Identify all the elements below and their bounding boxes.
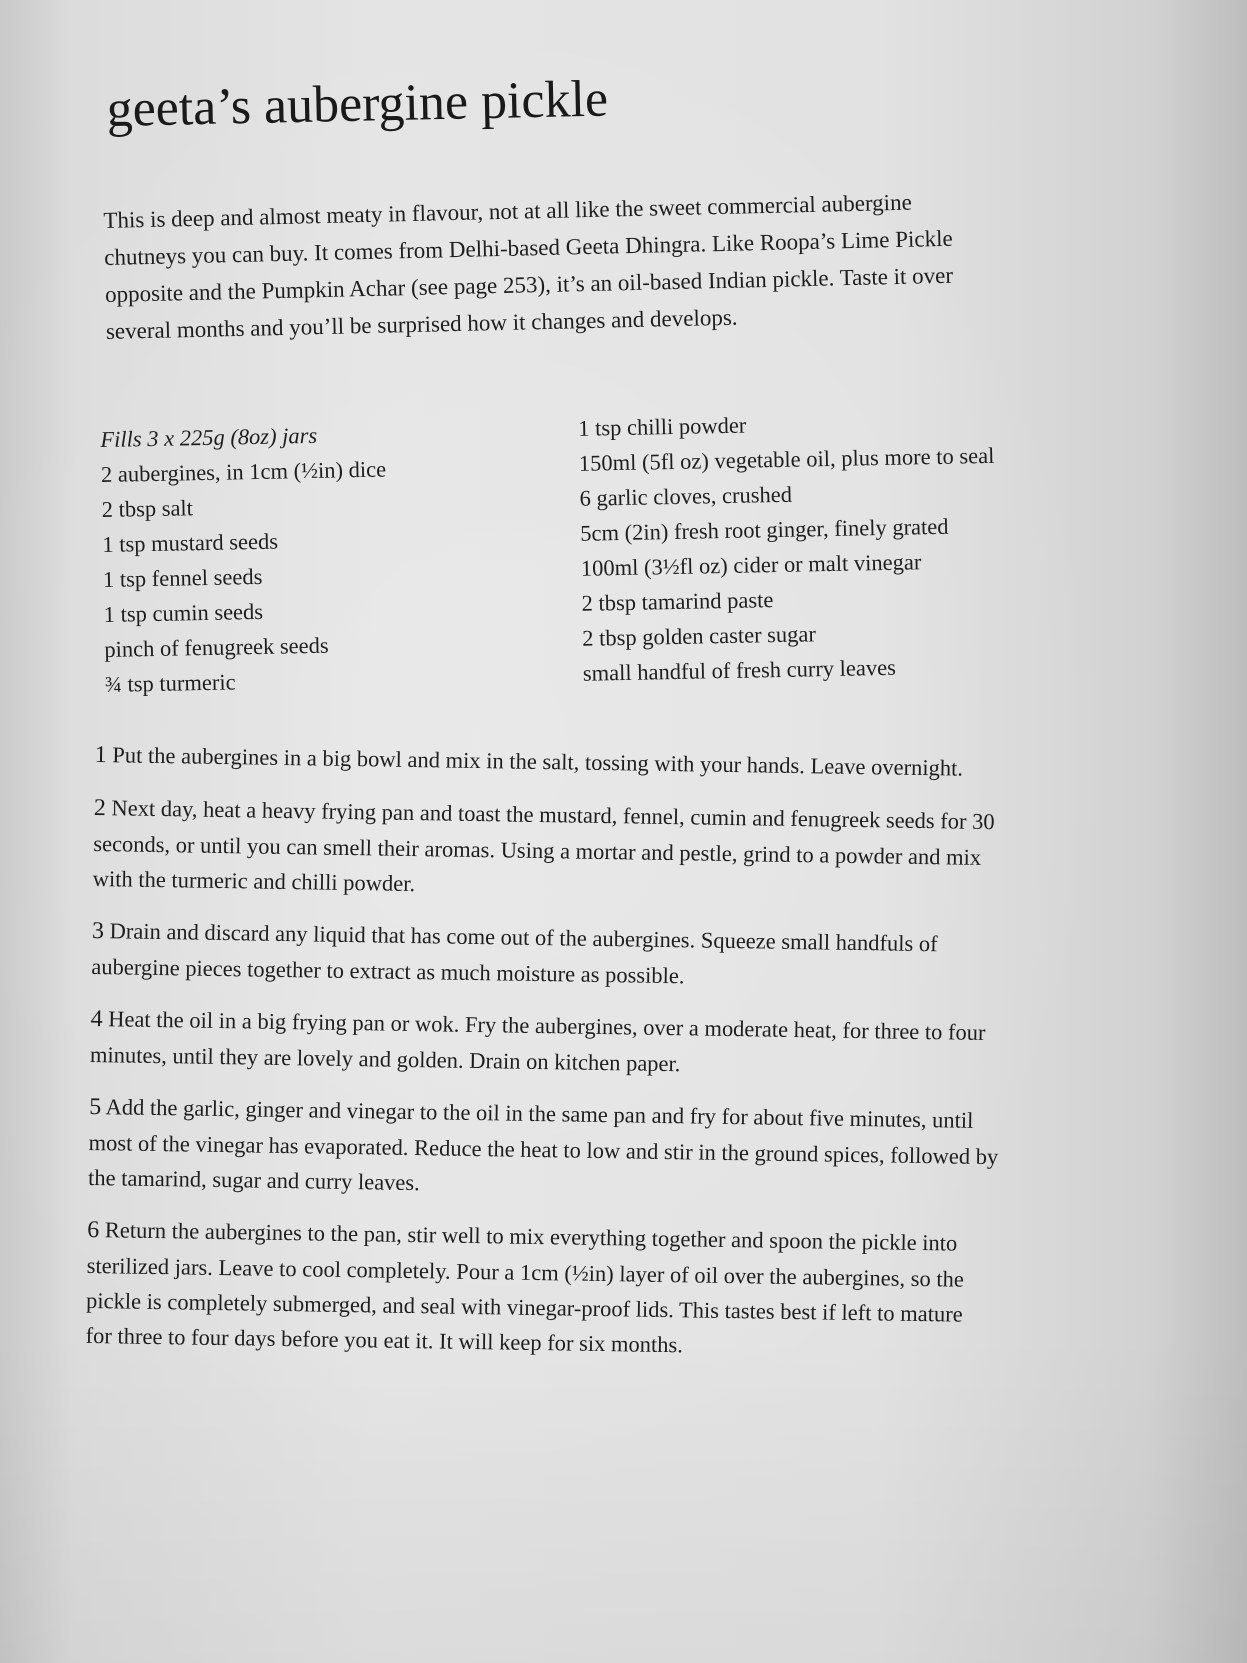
step-line (94, 737, 1134, 789)
method-step (85, 1212, 1127, 1369)
step-number: 6 (87, 1216, 100, 1244)
step-text: Add the garlic, ginger and vinegar to the oil in the same pan and fry for about five minutes, until (105, 1094, 974, 1133)
ingredient-item: 2 tbsp tamarind paste (581, 587, 774, 616)
ingredient-item: 6 garlic cloves, crushed (579, 481, 793, 511)
step-line: the tamarind, sugar and curry leaves. (87, 1164, 420, 1196)
step-number: 2 (93, 794, 107, 822)
step-number: 3 (91, 917, 105, 945)
ingredients-section (100, 403, 1100, 697)
ingredients-left-column (100, 417, 390, 702)
ingredient-item: 2 tbsp golden caster sugar (582, 621, 817, 651)
ingredient-item: small handful of fresh curry leaves (582, 654, 897, 686)
method-step (94, 737, 1134, 789)
step-line: most of the vinegar has evaporated. Reduce the heat to low and stir in the ground spices, followed by (88, 1129, 999, 1170)
ingredients-right-column (578, 403, 999, 691)
intro-line: several months and you’ll be surprised how it changes and develops. (105, 304, 738, 344)
step-line: pickle is completely submerged, and seal with vinegar-proof lids. This tastes best if left to mature (85, 1287, 963, 1327)
ingredient-item: ¾ tsp turmeric (104, 669, 236, 697)
method-section (85, 737, 1135, 1386)
step-text: Heat the oil in a big frying pan or wok. Fry the aubergines, over a moderate heat, for three to four (108, 1006, 986, 1046)
step-text: Put the aubergines in a big bowl and mix in the salt, tossing with your hands. Leave overnight. (112, 742, 964, 781)
method-step (93, 790, 1135, 912)
step-line: sterilized jars. Leave to cool completely. Pour a 1cm (½in) layer of oil over the aubergines, so the (86, 1252, 965, 1292)
step-line: aubergine pieces together to extract as much moisture as possible. (91, 953, 685, 989)
recipe-title: geeta’s aubergine pickle (106, 70, 609, 138)
method-step (90, 1001, 1131, 1088)
ingredient-item: 2 aubergines, in 1cm (½in) dice (100, 456, 387, 487)
step-number: 4 (90, 1005, 103, 1033)
step-text: Drain and discard any liquid that has come out of the aubergines. Squeeze small handfuls of (109, 918, 938, 957)
ingredient-item: 1 tsp cumin seeds (103, 598, 264, 627)
step-line: with the turmeric and chilli powder. (92, 865, 416, 897)
method-step (91, 913, 1132, 1000)
ingredient-item: 100ml (3½fl oz) cider or malt vinegar (580, 549, 922, 581)
step-text: Next day, heat a heavy frying pan and toast the mustard, fennel, cumin and fenugreek seeds for 30 (111, 795, 995, 835)
intro-line: chutneys you can buy. It comes from Delhi-based Geeta Dhingra. Like Roopa’s Lime Pickle (103, 225, 953, 270)
ingredient-item: 1 tsp mustard seeds (102, 528, 279, 557)
recipe-yield: Fills 3 x 225g (8oz) jars (100, 422, 318, 452)
step-number: 1 (94, 741, 107, 769)
method-step (88, 1089, 1130, 1211)
step-line: seconds, or until you can smell their aromas. Using a mortar and pestle, grind to a powder and mix (93, 830, 982, 870)
intro-line: This is deep and almost meaty in flavour, not at all like the sweet commercial aubergine (103, 189, 913, 233)
step-line: for three to four days before you eat it. It will keep for six months. (85, 1322, 684, 1358)
ingredient-item: 1 tsp chilli powder (577, 412, 747, 441)
ingredient-item: pinch of fenugreek seeds (104, 632, 329, 662)
intro-line: opposite and the Pumpkin Achar (see page 253), it’s an oil-based Indian pickle. Taste it over (104, 262, 954, 307)
ingredient-item: 2 tbsp salt (101, 495, 194, 522)
ingredient-item: 150ml (5fl oz) vegetable oil, plus more to seal (578, 442, 995, 476)
step-number: 5 (88, 1093, 102, 1121)
recipe-intro (103, 179, 1106, 350)
ingredient-item: 5cm (2in) fresh root ginger, finely grated (579, 513, 949, 546)
ingredient-item: 1 tsp fennel seeds (102, 563, 263, 592)
step-text: Return the aubergines to the pan, stir well to mix everything together and spoon the pickle into (104, 1217, 958, 1256)
step-line: minutes, until they are lovely and golden. Drain on kitchen paper. (89, 1041, 681, 1077)
